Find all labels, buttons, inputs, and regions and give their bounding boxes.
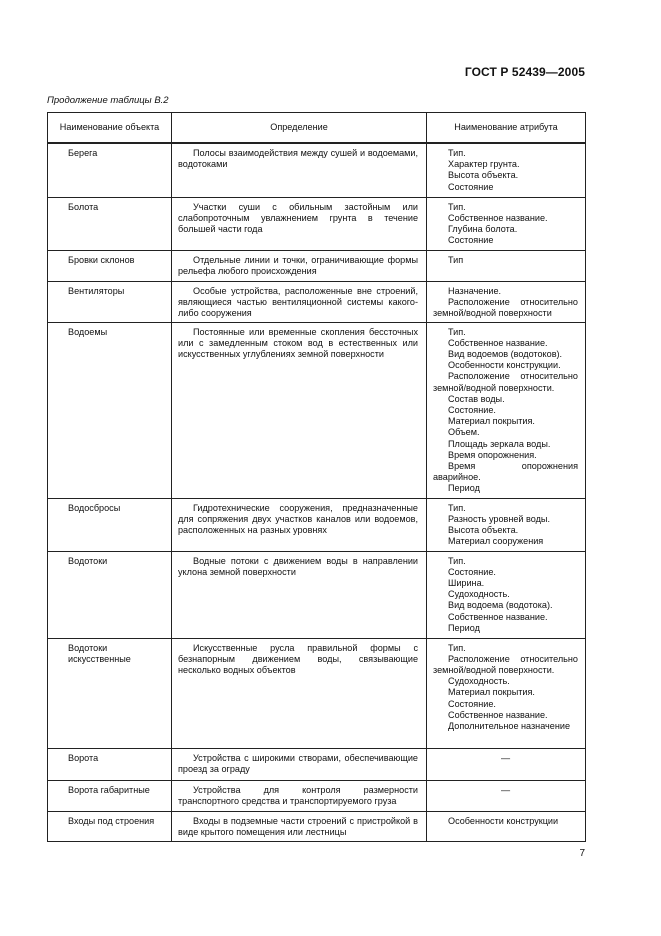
attribute-item: Глубина болота.	[448, 223, 518, 234]
object-attributes	[427, 780, 586, 811]
standard-code: ГОСТ Р 52439—2005	[464, 65, 585, 79]
attribute-item: Тип.	[448, 502, 466, 513]
column-header-definition: Определение	[172, 113, 427, 144]
attribute-item: Дополнительное назначение	[448, 720, 571, 731]
table-row	[48, 322, 586, 498]
attribute-item: Собственное название.	[448, 611, 548, 622]
object-definition: Устройства с широкими створами, обеспечивающие проезд за ограду	[172, 748, 427, 780]
attribute-item: Тип.	[448, 555, 466, 566]
object-definition: Гидротехнические сооружения, предназначенные для сопряжения двух участков каналов или водоемов, расположенных на разных уровнях	[172, 498, 427, 551]
attribute-item: —	[500, 784, 511, 795]
page-number: 7	[579, 848, 585, 859]
table-caption: Продолжение таблицы В.2	[47, 95, 169, 106]
object-attributes	[427, 811, 586, 841]
attribute-item: Тип.	[448, 201, 466, 212]
attribute-item: Собственное название.	[448, 337, 548, 348]
attribute-item: Назначение.	[448, 285, 502, 296]
attributes-table	[47, 112, 586, 842]
attribute-item: Материал сооружения	[448, 536, 544, 547]
table-row	[48, 780, 586, 811]
attribute-item: Высота объекта.	[448, 170, 519, 181]
attribute-item: Разность уровней воды.	[448, 513, 550, 524]
table-body	[48, 143, 586, 841]
object-definition: Особые устройства, расположенные вне строений, являющиеся частью вентиляционной системы какого-либо сооружения	[172, 281, 427, 322]
attribute-item: Характер грунта.	[448, 159, 520, 170]
attribute-item: Собственное название.	[448, 709, 548, 720]
object-definition: Входы в подземные части строений с пристройкой в виде крытого помещения или лестницы	[172, 811, 427, 841]
attribute-item: Тип.	[448, 642, 466, 653]
column-header-object-name: Наименование объекта	[48, 113, 172, 144]
object-definition: Постоянные или временные скопления бессточных или с замедленным стоком вод в естественных или искусственных углублениях земной поверхности	[172, 322, 427, 498]
object-attributes	[427, 197, 586, 250]
attribute-item: Расположение относительно земной/водной поверхности.	[433, 653, 578, 675]
attribute-item: Особенности конструкции	[448, 815, 559, 826]
object-name: Водоемы	[48, 322, 172, 498]
object-definition: Отдельные линии и точки, ограничивающие формы рельефа любого происхождения	[172, 250, 427, 281]
object-name: Входы под строения	[48, 811, 172, 841]
object-name: Берега	[48, 143, 172, 197]
attribute-item: Судоходность.	[448, 676, 510, 687]
object-attributes	[427, 250, 586, 281]
object-name: Ворота	[48, 748, 172, 780]
table-row	[48, 143, 586, 197]
attribute-item: Вид водоема (водотока).	[448, 600, 553, 611]
table-row	[48, 811, 586, 841]
object-attributes	[427, 498, 586, 551]
table-row	[48, 281, 586, 322]
table-row	[48, 197, 586, 250]
table-row	[48, 551, 586, 638]
attribute-item: Расположение относительно земной/водной поверхности	[433, 296, 578, 318]
table-row	[48, 250, 586, 281]
attribute-item: Расположение относительно земной/водной поверхности.	[433, 371, 578, 393]
attribute-item: Ширина.	[448, 577, 485, 588]
object-name: Водосбросы	[48, 498, 172, 551]
attribute-item: Материал покрытия.	[448, 416, 535, 427]
object-name: Болота	[48, 197, 172, 250]
attribute-item: Состояние.	[448, 566, 496, 577]
object-attributes	[427, 322, 586, 498]
column-header-attribute-name: Наименование атрибута	[427, 113, 586, 144]
object-name: Водотоки искусственные	[48, 638, 172, 748]
attribute-item: Состояние.	[448, 698, 496, 709]
object-attributes	[427, 281, 586, 322]
table-row	[48, 748, 586, 780]
object-name: Бровки склонов	[48, 250, 172, 281]
attribute-item: Тип.	[448, 148, 466, 158]
attribute-item: Период	[448, 622, 480, 633]
object-name: Вентиляторы	[48, 281, 172, 322]
attribute-item: Тип	[448, 254, 464, 265]
object-definition: Полосы взаимодействия между сушей и водоемами, водотоками	[172, 143, 427, 197]
attribute-item: Период	[448, 483, 480, 494]
attribute-item: —	[500, 752, 511, 763]
object-name: Ворота габаритные	[48, 780, 172, 811]
table-row	[48, 638, 586, 748]
table-row	[48, 498, 586, 551]
object-attributes	[427, 748, 586, 780]
attribute-item: Судоходность.	[448, 589, 510, 600]
object-attributes	[427, 143, 586, 197]
object-definition: Устройства для контроля размерности транспортного средства и транспортируемого груза	[172, 780, 427, 811]
attribute-item: Состояние.	[448, 404, 496, 415]
object-definition: Участки суши с обильным застойным или слабопроточным увлажнением грунта в течение большей части года	[172, 197, 427, 250]
attribute-item: Высота объекта.	[448, 524, 519, 535]
attribute-item: Время опорожнения аварийное.	[433, 460, 578, 483]
attribute-item: Особенности конструкции.	[448, 360, 561, 371]
object-attributes	[427, 638, 586, 748]
attribute-item: Материал покрытия.	[448, 687, 535, 698]
attribute-item: Состав воды.	[448, 393, 505, 404]
object-definition: Искусственные русла правильной формы с безнапорным движением воды, связывающие несколько водных объектов	[172, 638, 427, 748]
attribute-item: Состояние	[448, 235, 494, 246]
attribute-item: Время опорожнения.	[448, 449, 537, 460]
object-attributes	[427, 551, 586, 638]
object-definition: Водные потоки с движением воды в направлении уклона земной поверхности	[172, 551, 427, 638]
attribute-item: Состояние	[448, 181, 494, 192]
attribute-item: Объем.	[448, 427, 480, 438]
attribute-item: Площадь зеркала воды.	[448, 438, 551, 449]
attribute-item: Тип.	[448, 326, 466, 337]
attribute-item: Собственное название.	[448, 212, 548, 223]
object-name: Водотоки	[48, 551, 172, 638]
attribute-item: Вид водоемов (водотоков).	[448, 348, 563, 359]
